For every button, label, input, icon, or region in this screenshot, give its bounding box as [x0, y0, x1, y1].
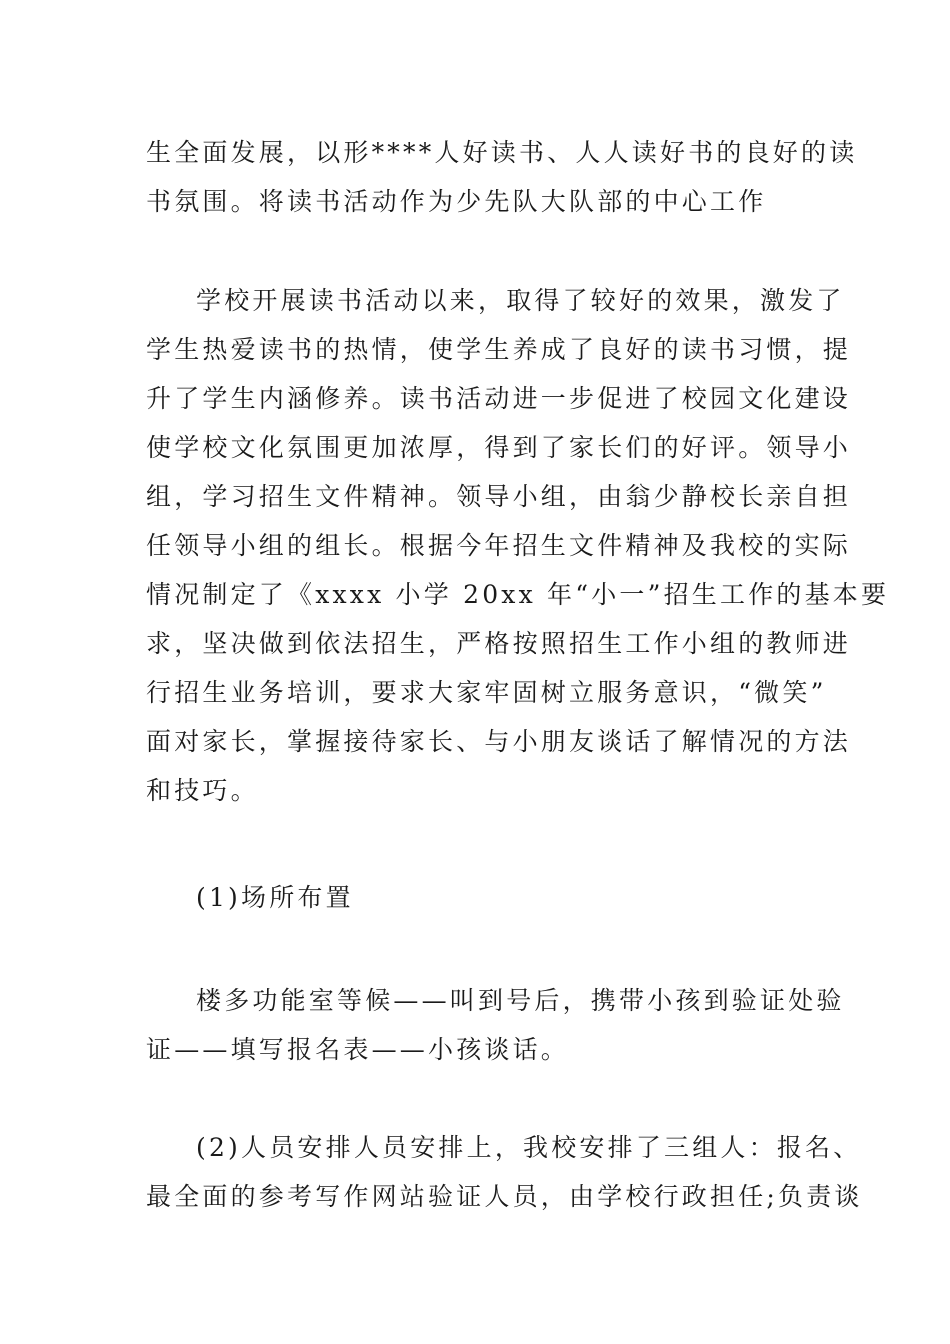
paragraph-4: [146, 976, 845, 1074]
text-line: (2)人员安排人员安排上，我校安排了三组人：报名、: [196, 1133, 862, 1162]
text-line: 行招生业务培训，要求大家牢固树立服务意识，“微笑”: [146, 678, 827, 707]
paragraph-5: [146, 1123, 863, 1221]
paragraph-1: [146, 128, 858, 226]
text-line: 最全面的参考写作网站验证人员，由学校行政担任;负责谈: [146, 1182, 863, 1211]
section-heading: (1)场所布置: [196, 883, 354, 912]
text-line: 学生热爱读书的热情，使学生养成了良好的读书习惯，提: [146, 335, 852, 364]
text-line: 证——填写报名表——小孩谈话。: [146, 1035, 570, 1064]
text-line: 楼多功能室等候——叫到号后，携带小孩到验证处验: [196, 986, 845, 1015]
text-line: 生全面发展，以形****人好读书、人人读好书的良好的读: [146, 138, 858, 167]
text-line: 求，坚决做到依法招生，严格按照招生工作小组的教师进: [146, 629, 852, 658]
text-line: 情况制定了《xxxx 小学 20xx 年“小一”招生工作的基本要: [146, 580, 890, 609]
text-line: 面对家长，掌握接待家长、与小朋友谈话了解情况的方法: [146, 727, 852, 756]
paragraph-2: [146, 276, 890, 815]
text-line: 使学校文化氛围更加浓厚，得到了家长们的好评。领导小: [146, 433, 852, 462]
text-line: 书氛围。将读书活动作为少先队大队部的中心工作: [146, 187, 767, 216]
text-line: 学校开展读书活动以来，取得了较好的效果，激发了: [196, 286, 845, 315]
text-line: 任领导小组的组长。根据今年招生文件精神及我校的实际: [146, 531, 852, 560]
paragraph-3-heading: [146, 873, 806, 922]
text-line: 和技巧。: [146, 776, 259, 805]
text-line: 升了学生内涵修养。读书活动进一步促进了校园文化建设: [146, 384, 852, 413]
text-line: 组，学习招生文件精神。领导小组，由翁少静校长亲自担: [146, 482, 852, 511]
